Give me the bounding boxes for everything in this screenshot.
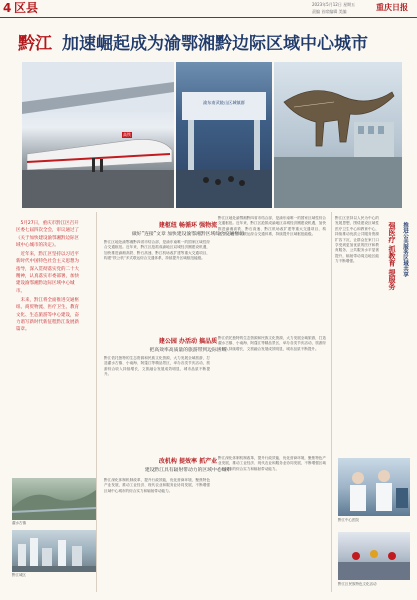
right-vertical-subhead: 推进公共服务区域共享 bbox=[402, 222, 408, 277]
body-text-2: 黔江依托独特的生态资源和民族文化资源，大力发展全域旅游，打造濯水古镇、小南海、阿蓬江等精品景区，举办各类节庆活动，旅游综合收入持续增长，文旅融合发展成效明显，城市品质不断提升。 bbox=[104, 356, 210, 377]
left-paragraph: 5月27日，重庆市黔江区召开区委七届四次全会，审议通过了《关于加快建设渝鄂湘黔边际区域中心城市的决定》。 bbox=[16, 221, 79, 248]
left-paragraph: 未来，黔江将全面推进交通枢纽、商贸物流、医疗卫生、教育文化、生态旅游等中心建设，奋力谱写新时代新征程黔江发展新篇章。 bbox=[16, 297, 79, 333]
train-sign: 高铁 bbox=[123, 132, 131, 137]
section-subsubhead-1: 做好“连接”文章 加快建设渝鄂湘黔区域综合交通枢纽 bbox=[131, 232, 245, 237]
column-divider bbox=[331, 212, 332, 592]
column-divider bbox=[96, 212, 97, 592]
photo-caption: 濯水古镇 bbox=[12, 521, 26, 525]
body-text-1: 黔江区地处渝鄂湘黔四省市结合部，是渝东南唯一的国家区域性综合交通枢纽。近年来，黔江区抢抓成渝地区双城经济圈建设机遇，加快推进渝湘高铁、黔石高速、黔江机场改扩建等重大交通项目，构建“铁公机”多式联运综合交通体系，持续提升区域枢纽能级。 bbox=[104, 240, 210, 261]
body-text-1b: 黔江区地处渝鄂湘黔四省市结合部，是渝东南唯一的国家区域性综合交通枢纽。近年来，黔江区抢抓成渝地区双城经济圈建设机遇，加快推进渝湘高铁、黔石高速、黔江机场改扩建等重大交通项目，构建“铁公机”多式联运综合交通体系，持续提升区域枢纽能级。 bbox=[218, 216, 326, 237]
headline-text: 加速崛起成为渝鄂湘黔边际区域中心城市 bbox=[62, 34, 368, 54]
photo-dinosaur-fossil bbox=[274, 62, 402, 208]
photo-caption: 黔江城区 bbox=[12, 573, 26, 577]
photo-medical-staff bbox=[338, 458, 410, 516]
photo-caption: 黔江区民族特色文化活动 bbox=[338, 582, 377, 586]
body-text-2b: 黔江依托独特的生态资源和民族文化资源，大力发展全域旅游，打造濯水古镇、小南海、阿蓬江等精品景区，举办各类节庆活动，旅游综合收入持续增长，文旅融合发展成效明显，城市品质不断提升。 bbox=[218, 336, 326, 351]
photo-caption: 黔江中心医院 bbox=[338, 518, 359, 522]
headline-place: 黔江 bbox=[18, 34, 52, 54]
body-text-3b: 黔江深化体制机制改革，提升行政效能，优化营商环境，聚焦特色产业发展，推动工业经济、现代农业和服务业协同发展，不断增强区域中心城市的综合实力和辐射带动能力。 bbox=[218, 456, 326, 471]
section-subsubhead-2: 把高效率高质量的旅游带到边际区域 bbox=[149, 348, 227, 353]
right-body-text: 黔江区坚持以人民为中心的发展思想，围绕建设区域性医疗卫生中心和教育中心，持续推动优质公共服务资源扩容下沉，让群众在家门口享受到更加优质的医疗和教育服务，公共服务水平显著提升，辐射带动周边地区能力不断增强。 bbox=[335, 216, 379, 264]
masthead-logo: 重庆日报 bbox=[376, 2, 408, 12]
section-number: 4 bbox=[3, 1, 12, 15]
photo-strip bbox=[22, 62, 402, 208]
header-rule bbox=[0, 17, 417, 18]
section-subsubhead-3: 建设黔江具有辐射带动力的区域中心城市 bbox=[144, 468, 232, 473]
section-subhead-3: 改机构 提效率 抓产业 bbox=[158, 458, 218, 465]
section-subhead-1: 建枢纽 畅循环 强物流 bbox=[158, 222, 218, 229]
left-paragraph: 近年来，黔江区坚持以习近平新时代中国特色社会主义思想为指导，深入贯彻落实党的二十大精神，认真落实市委部署，加快建设渝鄂湘黔边际区域中心城市。 bbox=[16, 252, 79, 294]
photo-city-view bbox=[12, 530, 96, 572]
section-subhead-2: 建公园 办活动 搞品质 bbox=[158, 338, 218, 345]
issue-date: 2023年5月12日 星期五 bbox=[312, 2, 356, 7]
right-vertical-headline: 强医疗 抓教育 提服务 bbox=[388, 222, 396, 290]
editor-meta: 责编 首席编辑 美编 bbox=[312, 9, 347, 14]
body-text-3: 黔江深化体制机制改革，提升行政效能，优化营商环境，聚焦特色产业发展，推动工业经济、现代农业和服务业协同发展，不断增强区域中心城市的综合实力和辐射带动能力。 bbox=[104, 478, 210, 493]
photo-culture-event bbox=[338, 532, 410, 580]
photo-high-speed-train bbox=[22, 62, 174, 208]
expo-sign: 渝东南武陵山区城镇群 bbox=[203, 100, 245, 105]
photo-expo-gate bbox=[176, 62, 272, 208]
photo-ancient-town bbox=[12, 478, 96, 520]
center-article bbox=[100, 212, 330, 592]
left-intro-column bbox=[16, 220, 82, 470]
page-header bbox=[0, 0, 417, 18]
section-name: 区县 bbox=[14, 1, 39, 15]
